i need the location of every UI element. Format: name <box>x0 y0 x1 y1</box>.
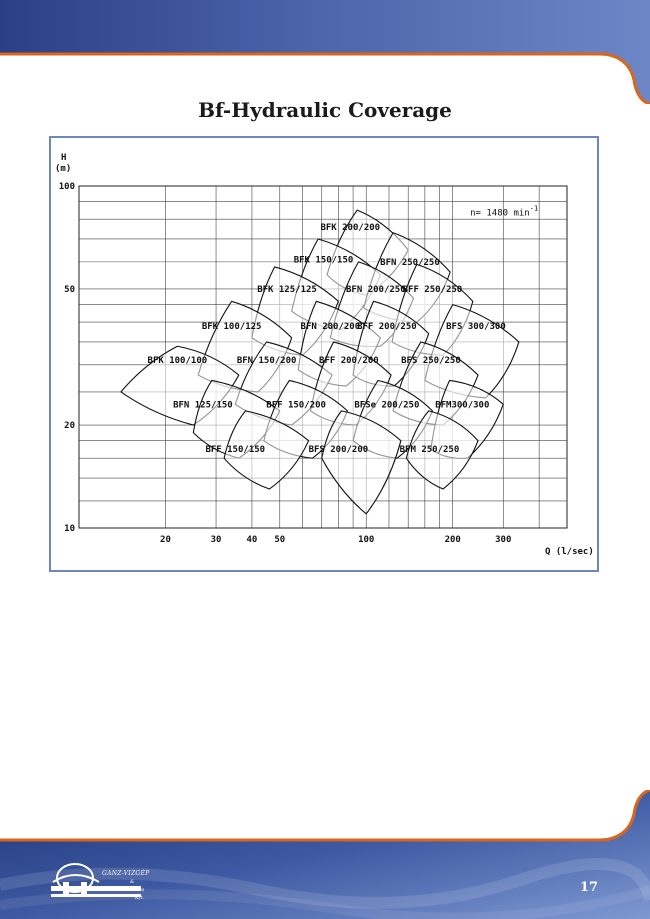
x-tick-label: 30 <box>210 535 222 545</box>
brand-suffix: Kft. <box>135 895 145 901</box>
pump-region-label: BFF 250/250 <box>402 284 463 295</box>
x-tick-label: 50 <box>274 535 286 545</box>
pump-region-label: BFS 250/250 <box>401 355 461 366</box>
pump-region-label: BFK 100/125 <box>201 321 262 332</box>
pump-region-label: BFN 200/200 <box>300 321 361 332</box>
page-title: Bf-Hydraulic Coverage <box>198 98 452 122</box>
pump-region-label: BFS 200/200 <box>308 445 369 456</box>
speed-annotation: n= 1480 $\min^{-1}$ <box>470 204 539 219</box>
pump-regions <box>121 210 519 514</box>
pump-region-label: BFS 300/300 <box>446 321 506 332</box>
pump-region-label: BFK 150/150 <box>293 255 354 266</box>
pump-region-label: BFN 200/250 <box>346 284 406 295</box>
pump-region-label: BFN 250/250 <box>380 257 440 268</box>
pump-region-label: BFF 150/200 <box>266 400 326 411</box>
y-tick-label: 10 <box>64 524 75 534</box>
pump-region-label: BFF 200/200 <box>319 355 379 366</box>
pump-region-label: BFF 200/250 <box>357 321 417 332</box>
y-tick-label: 50 <box>64 284 75 295</box>
x-tick-label: 40 <box>246 535 258 545</box>
chart-frame <box>49 136 599 572</box>
pump-region-label: BFK 100/100 <box>147 355 208 366</box>
x-tick-label: 200 <box>444 535 461 545</box>
pump-region-label: BFN 150/200 <box>236 355 297 366</box>
page-number: 17 <box>580 880 599 895</box>
y-axis-unit: (m) <box>55 164 72 174</box>
x-tick-label: 100 <box>358 535 375 545</box>
pump-region-label: BFF 150/150 <box>205 445 266 456</box>
pump-region-label: BFN 125/150 <box>173 400 233 411</box>
brand-subname: Armatúra <box>120 887 145 893</box>
y-tick-label: 100 <box>58 182 75 192</box>
coverage-chart <box>51 138 597 570</box>
pump-region-label: BFK 125/125 <box>257 284 317 295</box>
x-tick-label: 20 <box>160 535 171 545</box>
header-band <box>0 0 650 104</box>
pump-region-label: BFM300/300 <box>435 400 490 411</box>
brand-ampersand: & <box>130 879 135 885</box>
pump-region-label: BFK 200/200 <box>320 222 381 233</box>
x-axis-label: Q (l/sec) <box>545 547 594 557</box>
pump-region-label: BFSe 200/250 <box>354 400 420 411</box>
company-logo <box>47 852 167 906</box>
brand-name: GANZ-VIZGÉP <box>102 870 150 877</box>
y-tick-label: 20 <box>64 421 75 432</box>
pump-region-label: BFM 250/250 <box>399 445 460 456</box>
x-tick-label: 300 <box>495 535 512 545</box>
y-axis-label: H <box>61 153 67 163</box>
